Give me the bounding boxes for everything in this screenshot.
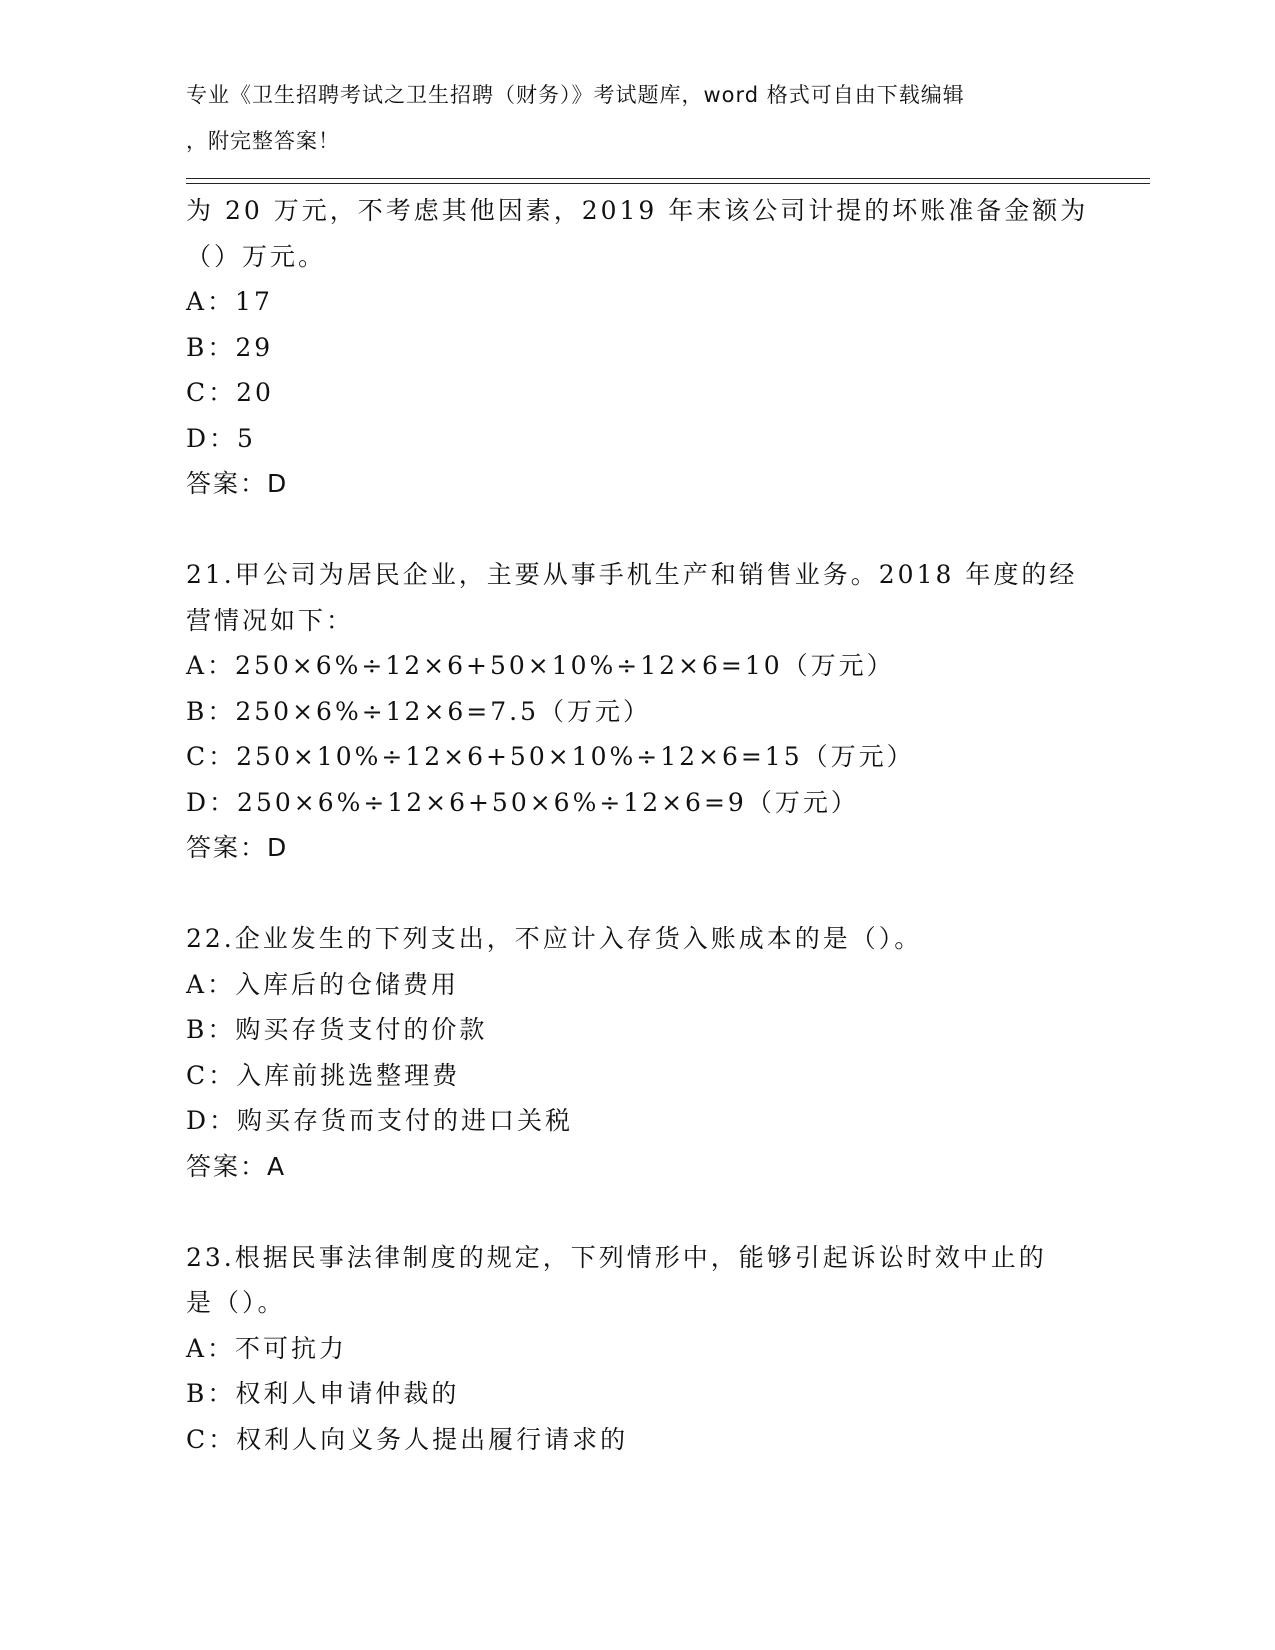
- option-a: A：不可抗力: [186, 1333, 348, 1363]
- spacer: [186, 1189, 1086, 1235]
- question-21: [186, 552, 1086, 871]
- option-b: B：权利人申请仲裁的: [186, 1379, 460, 1408]
- option-b: B：29: [186, 332, 274, 362]
- answer: 答案：D: [186, 469, 289, 498]
- option-d: D：购买存货而支付的进口关税: [186, 1106, 574, 1135]
- answer: 答案：A: [186, 1151, 287, 1181]
- header-divider-bottom: [186, 183, 1150, 184]
- answer: 答案：D: [186, 833, 289, 862]
- option-b: B：购买存货支付的价款: [186, 1015, 488, 1044]
- question-text-line: 22.企业发生的下列支出，不应计入存货入账成本的是（）。: [186, 924, 923, 953]
- option-b: B：250×6%÷12×6=7.5（万元）: [186, 696, 652, 726]
- option-a: A：17: [186, 287, 273, 316]
- question-22: [186, 916, 1086, 1189]
- question-text-line: 是（）。: [186, 1288, 286, 1317]
- header-divider-top: [186, 178, 1150, 179]
- option-c: C：权利人向义务人提出履行请求的: [186, 1424, 629, 1454]
- option-d: D：250×6%÷12×6+50×6%÷12×6=9（万元）: [186, 787, 859, 817]
- option-c: C：250×10%÷12×6+50×10%÷12×6=15（万元）: [186, 742, 915, 771]
- question-text-line: 为 20 万元，不考虑其他因素，2019 年末该公司计提的坏账准备金额为: [186, 196, 1089, 225]
- option-a: A：250×6%÷12×6+50×10%÷12×6=10（万元）: [186, 651, 895, 680]
- question-text-line: 营情况如下：: [186, 605, 355, 635]
- spacer: [186, 507, 1086, 553]
- question-text-line: 23.根据民事法律制度的规定，下列情形中，能够引起诉讼时效中止的: [186, 1242, 1047, 1272]
- option-c: C：入库前挑选整理费: [186, 1060, 461, 1090]
- option-d: D：5: [186, 423, 256, 453]
- option-a: A：入库后的仓储费用: [186, 969, 460, 999]
- page-header: [186, 73, 1066, 164]
- header-line-2: ，附完整答案！: [186, 128, 340, 153]
- question-text-line: 21.甲公司为居民企业，主要从事手机生产和销售业务。2018 年度的经: [186, 560, 1078, 589]
- option-c: C：20: [186, 378, 274, 407]
- question-list: [186, 188, 1089, 1462]
- question-23: [186, 1235, 1086, 1463]
- question-text-line: （）万元。: [186, 241, 327, 271]
- header-line-1: 专业《卫生招聘考试之卫生招聘（财务）》考试题库，word 格式可自由下载编辑: [186, 83, 965, 107]
- question-20-continued: [186, 188, 1089, 507]
- spacer: [186, 871, 1086, 917]
